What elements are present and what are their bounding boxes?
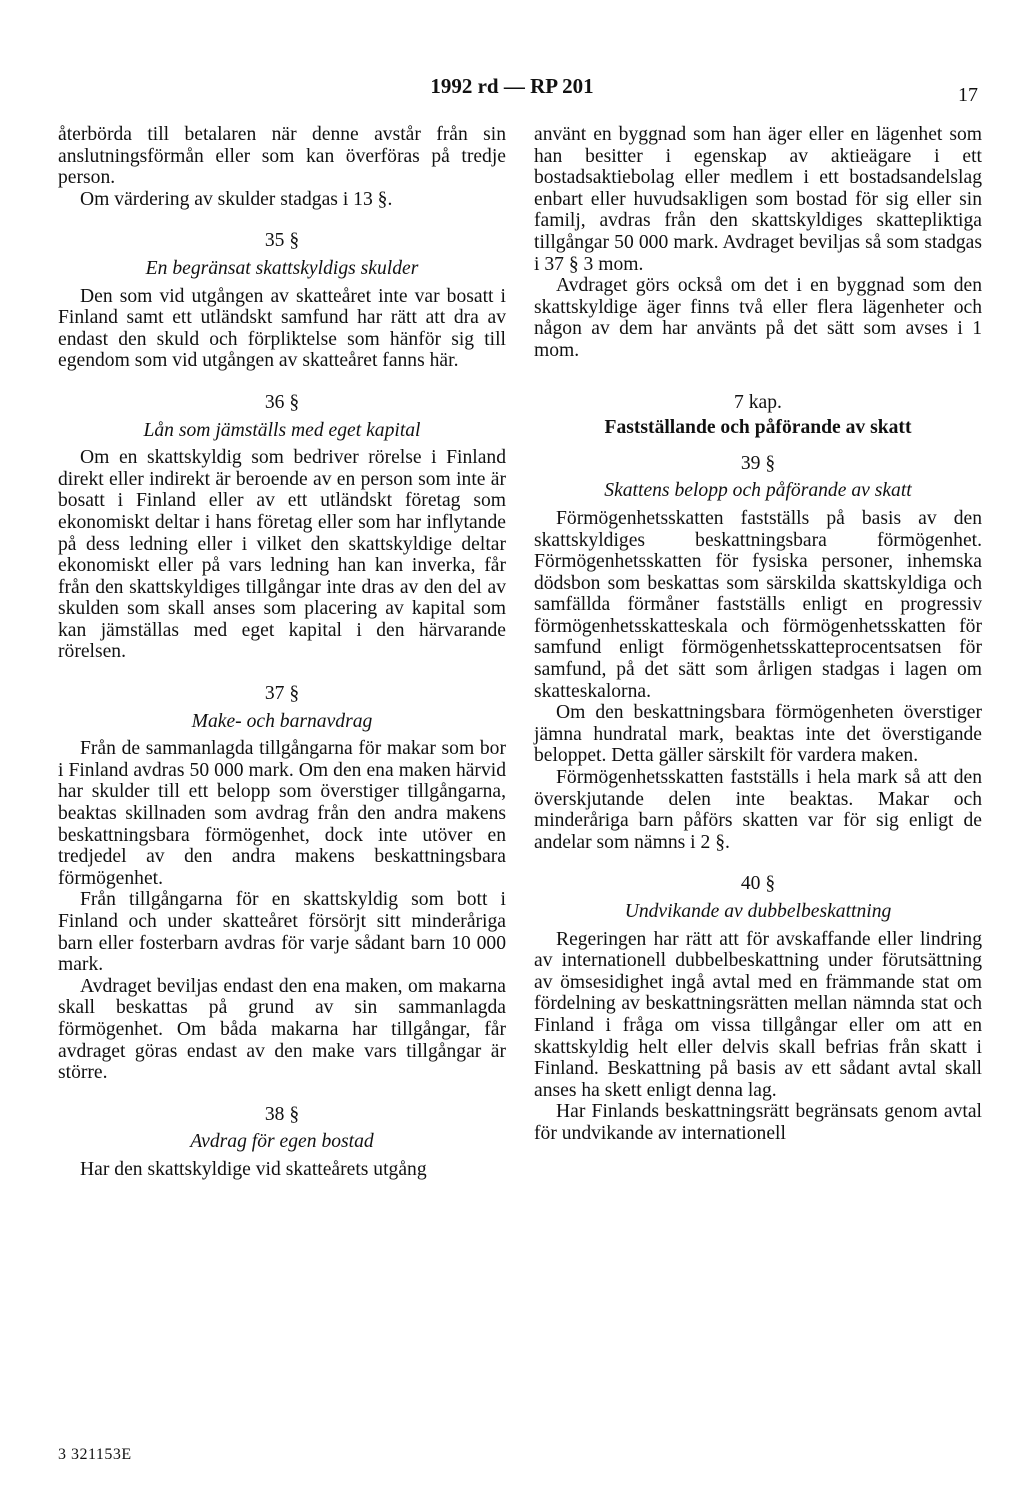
paragraph: Avdraget beviljas endast den ena maken, om makarna skall beskattas på grund av sin sammanlagda förmögenhet. Om båda makarna har tillgångar, får avdraget göras endast av den make vars tillgångar är större. [58,975,506,1084]
section-number: 36 § [264,391,300,413]
section-number: 38 § [264,1103,300,1125]
section-number: 40 § [740,873,776,895]
footer-code: 3 321153E [58,1446,132,1463]
chapter-number: 7 kap. [734,391,782,413]
page-number: 17 [958,84,978,106]
section-number: 37 § [264,683,300,705]
section-number: 35 § [264,230,300,252]
section-title: Lån som jämställs med eget kapital [143,419,421,441]
paragraph: Om en skattskyldig som bedriver rörelse i Finland direkt eller indirekt är beroende av en person som inte är bosatt i Finland eller av ett utländskt företag som ekonomiskt deltar i hans företag eller som har inflytande på dess ledning eller i vilket den skattskyldige deltar ekonomiskt eller på vars ledning han kan inverka, får från den skattskyldiges tillgångar inte dras av den del av skulden som skall anses som placering av kapital som kan jämställas med eget kapital i den härvarande rörelsen. [58,447,506,663]
paragraph: Förmögenhetsskatten fastställs på basis av den skattskyldiges beskattningsbara förmögenhet. Förmögenhetsskatten för fysiska personer, inhemska dödsbon som beskattas som särskilda skattskyldiga och samfällda förmåner fastställs enligt en progressiv förmögenhetsskatteskala och förmögenhetsskatten för samfund enligt förmögenhetsskatteprocentsatsen för samfund, på det sätt som årligen stadgas i lagen om skatteskalorna. [534,507,982,702]
paragraph: Från de sammanlagda tillgångarna för makar som bor i Finland avdras 50 000 mark. Om den ena maken härvid har skulder till ett belopp som överstiger tillgångarna, beaktas skillnaden som avdrag från den andra makens beskattningsbara förmögenhet, dock inte utöver en tredjedel av den andra makens beskattningsbara förmögenhet. [58,738,506,889]
section-number: 39 § [740,452,776,474]
section-title: En begränsat skattskyldigs skulder [145,257,419,279]
section-title: Make- och barnavdrag [191,710,373,732]
paragraph: Den som vid utgången av skatteåret inte var bosatt i Finland samt ett utländskt samfund har rätt att dra av endast den skuld och förpliktelse som hänför sig till egendom som vid utgången av skatteåret fanns här. [58,285,506,372]
paragraph: Har den skattskyldige vid skatteårets utgång [80,1158,427,1180]
paragraph: Avdraget görs också om det i en byggnad som den skattskyldige äger finns två eller flera lägenheter och någon av dem har använts på det sätt som avses i 1 mom. [534,275,982,361]
paragraph: Förmögenhetsskatten fastställs i hela mark så att den överskjutande delen inte beaktas. Makar och minderåriga barn påförs skatten var för sig enligt de andelar som nämns i 2 §. [534,767,982,853]
right-column [534,124,982,1145]
left-column [58,124,506,1181]
section-title: Skattens belopp och påförande av skatt [604,480,912,502]
section-title: Undvikande av dubbelbeskattning [624,901,892,922]
paragraph: Om värdering av skulder stadgas i 13 §. [80,188,393,210]
paragraph: använt en byggnad som han äger eller en lägenhet som han besitter i egenskap av aktieägare i ett bostadsaktiebolag eller medlem i ett bostadsandelslag enbart eller huvudsakligen som bostad för sig eller sin familj, avdras från den skattskyldiges skattepliktiga tillgångar 50 000 mark. Avdraget beviljas så som stadgas i 37 § 3 mom. [534,124,982,275]
paragraph: Har Finlands beskattningsrätt begränsats genom avtal för undvikande av internationell [534,1101,982,1144]
running-header: 1992 rd — RP 201 [430,74,594,98]
section-title: Avdrag för egen bostad [190,1131,374,1153]
chapter-title: Fastställande och påförande av skatt [604,417,912,439]
paragraph: återbörda till betalaren när denne avstår från sin anslutningsförmån eller som kan överföras på tredje person. [58,124,506,189]
paragraph: Från tillgångarna för en skattskyldig som bott i Finland och under skatteåret försörjt sitt minderåriga barn eller fosterbarn avdras för varje sådant barn 10 000 mark. [58,889,506,976]
paragraph: Regeringen har rätt att för avskaffande eller lindring av internationell dubbelbeskattning under förutsättning av ömsesidighet ingå avtal med en främmande stat om fördelning av beskattningsrätten mellan nämnda stat och Finland i fråga om vissa tillgångar eller om att en skattskyldig helt eller delvis skall befrias från skatt i Finland. Beskattning på basis av ett sådant avtal skall anses ha skett enligt denna lag. [534,928,982,1101]
paragraph: Om den beskattningsbara förmögenheten överstiger jämna hundratal mark, beaktas inte det överstigande beloppet. Detta gäller särskilt för vardera maken. [534,702,982,767]
